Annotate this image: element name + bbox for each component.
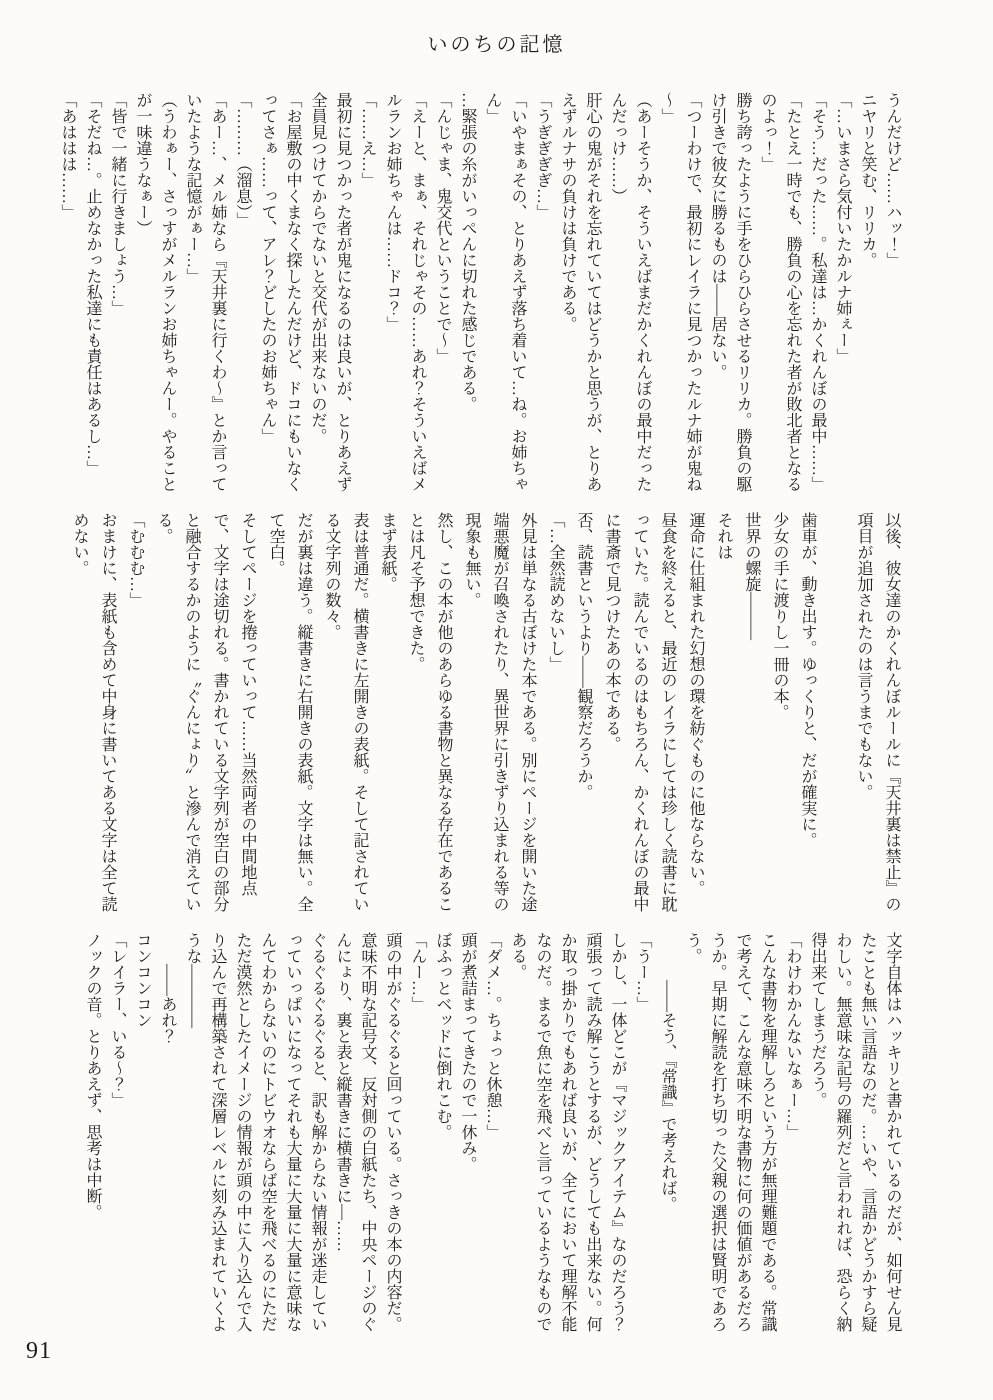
paragraph: 「ダメ…。ちょっと休憩…」: [484, 932, 501, 1140]
paragraph: しかし、一体どこが『マジックアイテム』なのだろう？頑張って読み解こうとするが、どうしても出来ない。何か取っ掛かりでもあれば良いが、全てにおいて理解不能なのだ。まるで魚に空を飛べと言っているようなものである。: [509, 932, 626, 1332]
paragraph: そしてページを捲っていって……当然両者の中間地点で、文字は途切れる。書かれている文字列が空白の部分と融合するかのように〝ぐんにょり〟と滲んで消えている。: [155, 512, 256, 912]
paragraph: 「そう…だった……。私達は…かくれんぼの最中……」: [809, 92, 826, 492]
page-number: 91: [26, 1338, 52, 1364]
paragraph: （うわぁー、さっすがメルランお姉ちゃんー。やることが一味違うなぁー）: [134, 92, 176, 492]
paragraph: ――あれ？: [159, 932, 176, 1044]
paragraph: 勝ち誇ったように手をひらひらさせるリリカ。勝負の駆け引きで彼女に勝るものは――居ない。: [709, 92, 751, 492]
paragraph: 表は普通だ。横書きに左開きの表紙。そして記されている文字列の数々。: [323, 512, 368, 912]
paragraph: 最初に見つかった者が鬼になるのは良いが、とりあえず全員見つけてからでないと交代が出来ないのだ。: [309, 92, 351, 492]
text-band-top: [60, 92, 905, 494]
paragraph: 「……え…」: [359, 92, 376, 188]
paragraph: 「あははは……」: [59, 92, 76, 220]
paragraph: 昼食を終えると、最近のレイラにしては珍しく読書に耽っていた。読んでいるのはもちろん、かくれんぼの最中に書斎で見つけたあの本である。: [603, 512, 676, 912]
paragraph: だが裏は違う。縦書きに右開きの表紙。文字は無い。全て空白。: [267, 512, 312, 912]
paragraph: ぼふっとベッドに倒れこむ。: [434, 932, 451, 1140]
paragraph: ノックの音。とりあえず、思考は中断。: [84, 932, 101, 1220]
paragraph: 「お屋敷の中くまなく探したんだけど、ドコにもいなくってさぁ……って、アレ？どしたのお姉ちゃん」: [259, 92, 301, 492]
paragraph: 「むむむ…」: [127, 512, 144, 608]
paragraph: 然し、この本が他のあらゆる書物と異なる存在であることは凡そ予想できた。: [407, 512, 452, 912]
paragraph: こんな書物を理解しろという方が無理難題である。常識で考えて、こんな意味不明な書物に何の価値があるだろうか。早期に解読を打ち切った父親の選択は賢明であろう。: [684, 932, 776, 1332]
paragraph: 否、読書というより――観察だろうか。: [575, 512, 592, 800]
paragraph: 「そだね…。止めなかった私達にも責任はあるし…」: [84, 92, 101, 476]
paragraph: 「あー…、メル姉なら『天井裏に行くわ～』とか言っていたような記憶がぁー…」: [184, 92, 226, 492]
paragraph: 外見は単なる古ぼけた本である。別にページを開いた途端悪魔が召喚されたり、異世界に引きずり込まれる等の現象も無い。: [463, 512, 536, 912]
paragraph: それは: [715, 512, 732, 560]
paragraph: ぐるぐるぐるぐると、訳も解からない情報が迷走していっていっぱいになってそれも大量に大量に大量に意味なんてわからないのにトビウオならば空を飛べるのにただただ漠然としたイメージの情報が頭の中に入り込んで入り込んで再構築されて深層レベルに刻み込まれていくような――――: [184, 932, 326, 1332]
paragraph: うんだけど……ハッ！」: [884, 92, 901, 268]
paragraph: おまけに、表紙も含めて中身に書いてある文字は全て読めない。: [71, 512, 116, 912]
paragraph: 「えーと、まぁ、それじゃその……あれ？そういえばメルランお姉ちゃんは……ドコ？」: [384, 92, 426, 492]
paragraph: 文字自体はハッキリと書かれているのだが、如何せん見たことも無い言語なのだ。…いや、言語かどうかすら疑わしい。無意味な記号の羅列だと言われれば、恐らく納得出来てしまうだろう。: [809, 932, 901, 1332]
paragraph: 「んー…」: [409, 932, 426, 1012]
paragraph: …緊張の糸がいっぺんに切れた感じである。: [459, 92, 476, 412]
paragraph: 「たとえ一時でも、勝負の心を忘れた者が敗北者となるのよっ！」: [759, 92, 801, 492]
paragraph: 意味不明な記号文、反対側の白紙たち、中央ページのぐんにょり、裏と表と縦書きに横書きに―……: [334, 932, 376, 1332]
paragraph: 「わけわかんないなぁー…」: [784, 932, 801, 1140]
paragraph: 「うー…」: [634, 932, 651, 1012]
paragraph: [821, 512, 849, 914]
paragraph: 頭の中がぐるぐると回っている。さっきの本の内容だ。: [384, 932, 401, 1332]
paragraph: 「んじゃま、鬼交代ということで～」: [434, 92, 451, 364]
paragraph: 以後、彼女達のかくれんぼルールに『天井裏は禁止』の項目が追加されたのは言うまでもない。: [855, 512, 900, 912]
paragraph: 「…全然読めないし」: [547, 512, 564, 672]
paragraph: （あーそうか、そういえばまだかくれんぼの最中だったんだっけ……）: [609, 92, 651, 492]
paragraph: 歯車が、動き出す。ゆっくりと、だが確実に。: [799, 512, 816, 848]
paragraph: 運命に仕組まれた幻想の環を紡ぐものに他ならない。: [687, 512, 704, 896]
paragraph: まず表紙。: [379, 512, 396, 592]
paragraph: 「………（溜息）」: [234, 92, 251, 228]
text-band-middle: [60, 512, 905, 914]
paragraph: 肝心の鬼がそれを忘れていてはどうかと思うが、とりあえずルナサの負けは負けである。: [559, 92, 601, 492]
paragraph: 「つーわけで、最初にレイラに見つかったルナ姉が鬼ね～」: [659, 92, 701, 492]
paragraph: 「うぎぎぎぎ…」: [534, 92, 551, 220]
paragraph: ――そう、『常識』で考えれば。: [659, 932, 676, 1212]
page-title: いのちの記憶: [427, 34, 566, 56]
paragraph: 「いやまぁその、とりあえず落ち着いて…ね。お姉ちゃん」: [484, 92, 526, 492]
paragraph: 「…いまさら気付いたかルナ姉ぇー」: [834, 92, 851, 364]
text-band-bottom: [60, 932, 905, 1334]
paragraph: 世界の螺旋―――: [743, 512, 760, 640]
paragraph: ニヤリと笑む、リリカ。: [859, 92, 876, 268]
paragraph: 「皆で一緒に行きましょう…」: [109, 92, 126, 316]
paragraph: 少女の手に渡りし一冊の本。: [771, 512, 788, 720]
paragraph: コンコンコン: [134, 932, 151, 1028]
paragraph: 「レイラー、いる～？」: [109, 932, 126, 1108]
paragraph: 頭が煮詰まってきたので一休み。: [459, 932, 476, 1172]
